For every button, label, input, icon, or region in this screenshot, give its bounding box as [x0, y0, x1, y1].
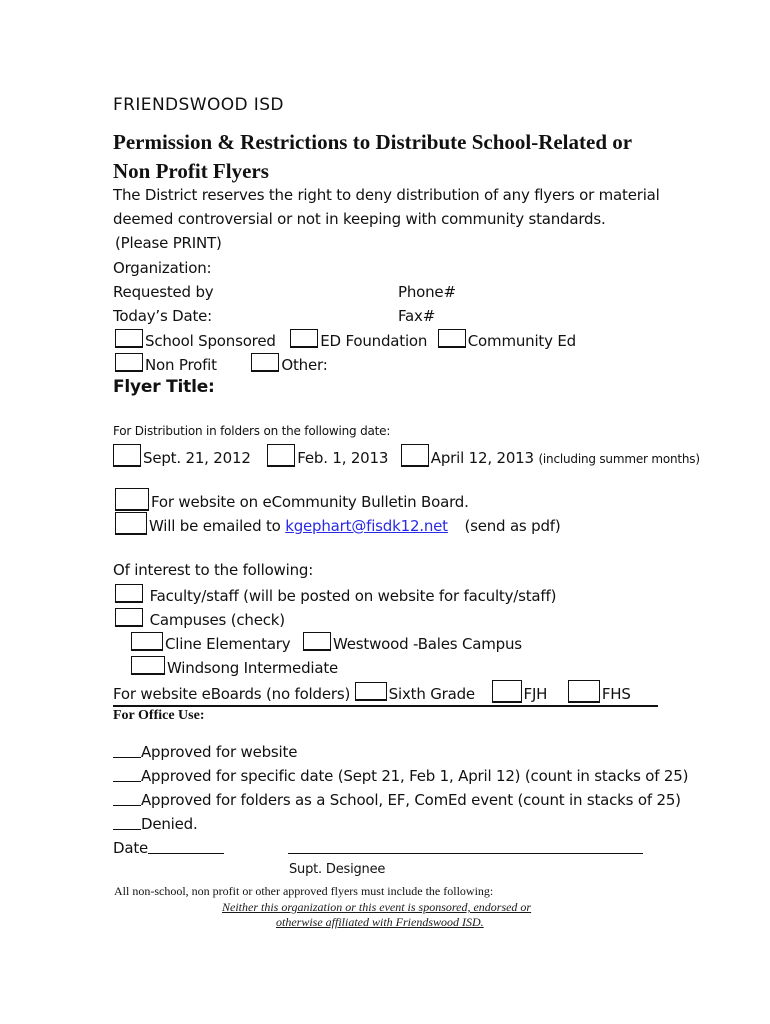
requested-by-label: Requested by	[113, 283, 214, 301]
interest-heading: Of interest to the following:	[113, 561, 314, 579]
windsong-label: Windsong Intermediate	[167, 659, 339, 677]
phone-label: Phone#	[398, 283, 456, 301]
denied-blank[interactable]	[113, 829, 141, 830]
fjh-checkbox[interactable]	[492, 680, 522, 703]
organization-label: Organization:	[113, 259, 212, 277]
approved-website-label: Approved for website	[141, 743, 298, 761]
ed-foundation-checkbox[interactable]	[290, 329, 318, 348]
non-profit-label: Non Profit	[145, 356, 217, 374]
eboards-label: For website eBoards (no folders)	[113, 685, 351, 703]
campus-row-1	[131, 632, 522, 653]
approved-date-label: Approved for specific date (Sept 21, Feb 1, April 12) (count in stacks of 25)	[141, 767, 689, 785]
fax-label: Fax#	[398, 307, 436, 325]
fhs-label: FHS	[601, 685, 631, 703]
todays-date-label: Today’s Date:	[113, 307, 213, 325]
april-date-label: April 12, 2013	[430, 449, 534, 467]
feb-date-label: Feb. 1, 2013	[297, 449, 389, 467]
school-sponsored-label: School Sponsored	[145, 332, 276, 350]
cline-checkbox[interactable]	[131, 632, 163, 651]
faculty-row	[115, 584, 556, 605]
intro-line2: deemed controversial or not in keeping with community standards.	[113, 210, 606, 228]
sixth-grade-checkbox[interactable]	[355, 682, 387, 701]
email-checkbox[interactable]	[115, 512, 147, 535]
email-row	[115, 512, 561, 535]
office-heading: For Office Use:	[113, 708, 205, 723]
campuses-label: Campuses (check)	[149, 611, 285, 629]
fhs-checkbox[interactable]	[568, 680, 600, 703]
bulletin-label: For website on eCommunity Bulletin Board.	[151, 493, 469, 511]
print-note: (Please PRINT)	[115, 234, 222, 252]
sponsor-row-2	[115, 353, 328, 374]
signature-line[interactable]	[288, 853, 643, 854]
sept-date-checkbox[interactable]	[113, 444, 141, 467]
intro-line1: The District reserves the right to deny distribution of any flyers or material	[113, 186, 660, 204]
other-label: Other:	[281, 356, 328, 374]
footer-disclaimer-line1: Neither this organization or this event is sponsored, endorsed or	[222, 900, 532, 914]
cline-label: Cline Elementary	[165, 635, 291, 653]
bulletin-row	[115, 488, 469, 511]
approved-date-blank[interactable]	[113, 781, 141, 782]
form-title-line2: Non Profit Flyers	[113, 159, 269, 183]
approved-folders-label: Approved for folders as a School, EF, ComEd event (count in stacks of 25)	[141, 791, 681, 809]
district-name: FRIENDSWOOD ISD	[113, 95, 284, 115]
denied-row	[113, 815, 198, 833]
bulletin-checkbox[interactable]	[115, 488, 149, 511]
email-link[interactable]: kgephart@fisdk12.net	[285, 517, 448, 535]
distribution-label: For Distribution in folders on the following date:	[113, 424, 391, 438]
distribution-dates-row	[113, 444, 700, 467]
supt-designee-label: Supt. Designee	[289, 862, 386, 877]
approved-date-row	[113, 767, 688, 785]
sept-date-label: Sept. 21, 2012	[143, 449, 251, 467]
sixth-grade-label: Sixth Grade	[388, 685, 475, 703]
date-row	[113, 839, 224, 857]
email-suffix: (send as pdf)	[464, 517, 561, 535]
campuses-checkbox[interactable]	[115, 608, 143, 627]
approved-website-row	[113, 743, 297, 761]
april-date-checkbox[interactable]	[401, 444, 429, 467]
eboards-row	[113, 680, 631, 703]
other-checkbox[interactable]	[251, 353, 279, 372]
feb-date-checkbox[interactable]	[267, 444, 295, 467]
campus-row-2	[131, 656, 338, 677]
community-ed-checkbox[interactable]	[438, 329, 466, 348]
email-prefix: Will be emailed to	[149, 517, 281, 535]
faculty-checkbox[interactable]	[115, 584, 143, 603]
office-divider	[113, 705, 658, 707]
flyer-title-label: Flyer Title:	[113, 377, 215, 397]
approved-folders-row	[113, 791, 681, 809]
community-ed-label: Community Ed	[467, 332, 576, 350]
westwood-checkbox[interactable]	[303, 632, 331, 651]
school-sponsored-checkbox[interactable]	[115, 329, 143, 348]
approved-website-blank[interactable]	[113, 757, 141, 758]
non-profit-checkbox[interactable]	[115, 353, 143, 372]
footer-disclaimer-line2: otherwise affiliated with Friendswood ISD.	[276, 915, 484, 929]
windsong-checkbox[interactable]	[131, 656, 165, 675]
sponsor-row-1	[115, 329, 576, 350]
westwood-label: Westwood -Bales Campus	[333, 635, 522, 653]
footer-note: All non-school, non profit or other approved flyers must include the following:	[114, 884, 494, 898]
faculty-label: Faculty/staff (will be posted on website for faculty/staff)	[149, 587, 557, 605]
date-blank[interactable]	[148, 853, 224, 854]
approved-folders-blank[interactable]	[113, 805, 141, 806]
april-date-note: (including summer months)	[538, 452, 700, 466]
denied-label: Denied.	[141, 815, 198, 833]
form-title-line1: Permission & Restrictions to Distribute School-Related or	[113, 130, 633, 154]
fjh-label: FJH	[523, 685, 548, 703]
campuses-row	[115, 608, 285, 629]
ed-foundation-label: ED Foundation	[320, 332, 428, 350]
date-label: Date	[113, 839, 149, 857]
